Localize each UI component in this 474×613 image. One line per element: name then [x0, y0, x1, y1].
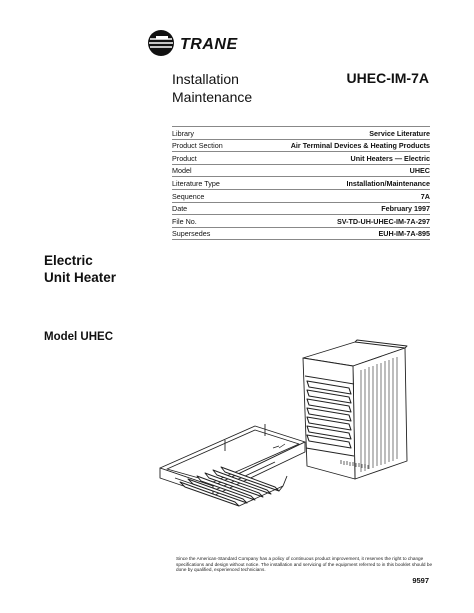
- document-code: UHEC-IM-7A: [346, 70, 429, 86]
- meta-label: Library: [172, 128, 194, 138]
- meta-row: [172, 152, 430, 165]
- meta-value: Air Terminal Devices & Heating Products: [290, 141, 430, 151]
- meta-label: Product Section: [172, 141, 223, 151]
- meta-row: [172, 190, 430, 203]
- model-label: Model UHEC: [44, 331, 113, 343]
- meta-row: [172, 203, 430, 216]
- ceiling-unit-heater: [160, 424, 305, 506]
- meta-label: Sequence: [172, 191, 205, 201]
- brand-wordmark: TRANE: [180, 36, 238, 53]
- heading-line-unit-heater: Unit Heater: [44, 270, 117, 285]
- trane-logo: [146, 28, 256, 58]
- page-number: 9597: [412, 576, 429, 585]
- meta-row: [172, 126, 430, 140]
- title-line-installation: Installation: [172, 71, 239, 87]
- meta-row: [172, 228, 430, 241]
- unit-heater-illustration: [155, 336, 430, 516]
- meta-label: Product: [172, 153, 197, 163]
- meta-value: UHEC: [409, 166, 430, 176]
- meta-value: 7A: [420, 191, 430, 201]
- meta-value: Service Literature: [369, 128, 430, 138]
- vertical-unit-heater: [303, 340, 407, 479]
- meta-row: [172, 177, 430, 190]
- literature-metadata-table: [172, 126, 430, 240]
- meta-value: SV-TD-UH-UHEC-IM-7A-297: [336, 216, 430, 226]
- heading-line-electric: Electric: [44, 253, 93, 268]
- meta-label: Literature Type: [172, 178, 220, 188]
- disclaimer-text: Since the American-Standard Company has a policy of continuous product improvement, it reserves the right to change specifications and design without notice. The installation and servicing of the equipment referred to in this booklet should be done by qualified, experienced technicians.: [176, 556, 433, 573]
- meta-label: Supersedes: [172, 229, 211, 239]
- meta-label: Model: [172, 166, 192, 176]
- meta-value: EUH-IM-7A-895: [378, 229, 430, 239]
- meta-row: [172, 140, 430, 153]
- meta-value: Unit Heaters — Electric: [350, 153, 430, 163]
- title-line-maintenance: Maintenance: [172, 89, 253, 105]
- product-heading: [44, 252, 116, 286]
- meta-value: Installation/Maintenance: [346, 178, 430, 188]
- meta-value: February 1997: [381, 204, 430, 214]
- meta-label: File No.: [172, 216, 197, 226]
- meta-row: [172, 215, 430, 228]
- meta-row: [172, 165, 430, 178]
- document-title: [172, 70, 252, 106]
- meta-label: Date: [172, 204, 188, 214]
